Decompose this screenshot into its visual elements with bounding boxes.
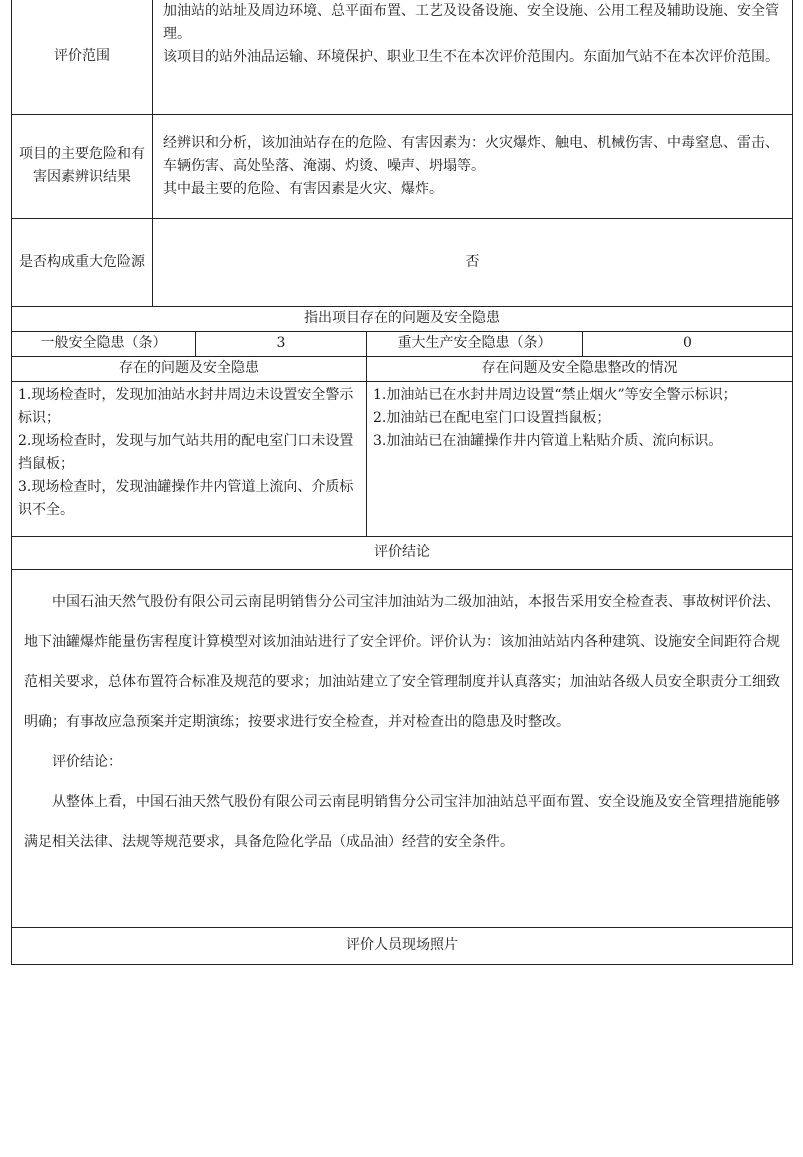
major-hazard-value: 否 [153, 218, 793, 306]
issues-title-row [12, 306, 793, 331]
hazards-line: 其中最主要的危险、有害因素是火灾、爆炸。 [163, 180, 443, 197]
rectification-item: 1.加油站已在水封井周边设置“禁止烟火”等安全警示标识； [373, 386, 737, 403]
scope-content [153, 0, 793, 114]
scope-line: 该项目的站外油品运输、环境保护、职业卫生不在本次评价范围内。东面加气站不在本次评价范围。 [163, 49, 779, 65]
hazards-label: 项目的主要危险和有害因素辨识结果 [12, 114, 153, 218]
general-hazard-count: 3 [196, 331, 367, 356]
hazards-line: 经辨识和分析，该加油站存在的危险、有害因素为：火灾爆炸、触电、机械伤害、中毒窒息、雷击、车辆伤害、高处坠落、淹溺、灼烫、噪声、坍塌等。 [163, 134, 779, 174]
photos-title: 评价人员现场照片 [12, 927, 793, 964]
rectification-header: 存在问题及安全隐患整改的情况 [367, 356, 793, 381]
conclusion-title: 评价结论 [12, 536, 793, 569]
issues-count-row [12, 331, 793, 356]
conclusion-title-row [12, 536, 793, 569]
problems-header: 存在的问题及安全隐患 [12, 356, 367, 381]
scope-label: 评价范围 [12, 0, 153, 114]
major-hazard-count-label: 重大生产安全隐患（条） [367, 331, 583, 356]
conclusion-body [12, 569, 793, 927]
rectification-item: 3.加油站已在油罐操作井内管道上粘贴介质、流向标识。 [373, 432, 723, 449]
photos-row [12, 927, 793, 964]
evaluation-report-page [11, 0, 792, 965]
scope-row [12, 0, 793, 114]
problems-list [12, 381, 367, 536]
problem-item: 1.现场检查时，发现加油站水封井周边未设置安全警示标识； [18, 386, 354, 426]
major-hazard-label: 是否构成重大危险源 [12, 218, 153, 306]
issues-title: 指出项目存在的问题及安全隐患 [12, 306, 793, 331]
rectification-list [367, 381, 793, 536]
conclusion-body-row [12, 569, 793, 927]
hazards-row [12, 114, 793, 218]
conclusion-paragraph: 中国石油天然气股份有限公司云南昆明销售分公司宝沣加油站为二级加油站，本报告采用安全检查表、事故树评价法、地下油罐爆炸能量伤害程度计算模型对该加油站进行了安全评价。评价认为：该加油站站内各种建筑、设施安全间距符合规范相关要求，总体布置符合标准及规范的要求；加油站建立了安全管理制度并认真落实；加油站各级人员安全职责分工细致明确；有事故应急预案并定期演练；按要求进行安全检查，并对检查出的隐患及时整改。 [24, 593, 780, 730]
scope-line: 加油站的站址及周边环境、总平面布置、工艺及设备设施、安全设施、公用工程及辅助设施、安全管理。 [163, 3, 779, 42]
conclusion-paragraph: 从整体上看，中国石油天然气股份有限公司云南昆明销售分公司宝沣加油站总平面布置、安全设施及安全管理措施能够满足相关法律、法规等规范要求，具备危险化学品（成品油）经营的安全条件。 [24, 793, 780, 850]
general-hazard-label: 一般安全隐患（条） [12, 331, 196, 356]
issues-header-row [12, 356, 793, 381]
rectification-item: 2.加油站已在配电室门口设置挡鼠板； [373, 409, 611, 426]
hazards-content [153, 114, 793, 218]
problem-item: 3.现场检查时，发现油罐操作井内管道上流向、介质标识不全。 [18, 478, 354, 518]
conclusion-subheading: 评价结论： [52, 753, 122, 770]
major-hazard-count: 0 [583, 331, 793, 356]
issues-detail-row [12, 381, 793, 536]
problem-item: 2.现场检查时，发现与加气站共用的配电室门口未设置挡鼠板； [18, 432, 354, 472]
major-hazard-row [12, 218, 793, 306]
report-table [11, 0, 793, 965]
